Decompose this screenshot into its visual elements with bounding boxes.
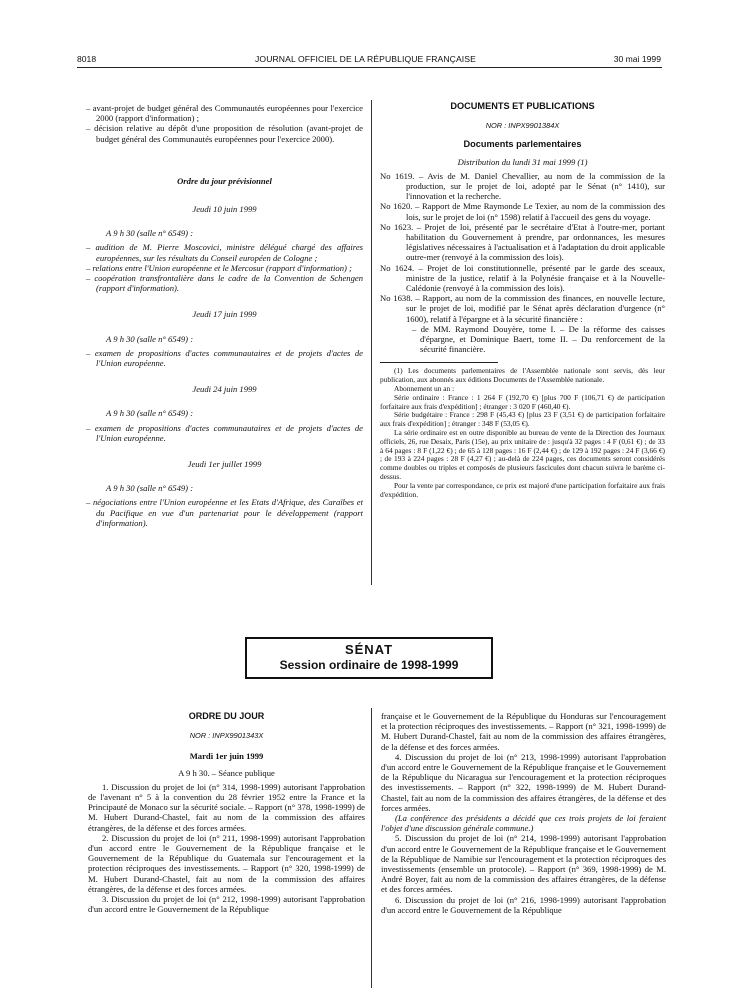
footnote: La série ordinaire est en outre disponible au bureau de vente de la Direction des Journaux officiels, 26, rue Desaix, Paris (15e), au prix unitaire de : jusqu'à 32 pages : 4 F (0,61 €) ; de 33 à 64 pages : 8 F (1,22 €) ; de 65 à 128 pages : 16 F (2,44 €) ; de 129 à 192 pages : 24 F (3,66 €) ; de 193 à 224 pages : 28 F (4,27 €) ; au-delà de 224 pages, ces documents seront considérés comme doubles ou triples et composés de plusieurs fascicules dont chacun suivra le barème ci-dessus. [380,428,665,482]
senat-title: SÉNAT [344,642,394,657]
page-number: 8018 [77,54,97,64]
session-time: A 9 h 30 (salle n° 6549) : [106,408,194,419]
ordre-du-jour-title: ORDRE DU JOUR [188,711,265,721]
agenda-item: 4. Discussion du projet de loi (n° 213, 1998-1999) autorisant l'approbation d'un accord entre le Gouvernement de la République française et le Gouvernement de la République du Nicaragua sur l'encouragement et la protection réciproques des investissements. – Rapport (n° 322, 1998-1999) de M. Hubert Durand-Chastel, fait au nom de la commission des affaires étrangères, de la défense et des forces armées. [381,751,666,813]
section-subtitle: Documents parlementaires [463,139,582,150]
document-entry: No 1623. – Projet de loi, présenté par le secrétaire d'Etat à l'outre-mer, portant habilitation du Gouvernement à prendre, par ordonnances, les mesures législatives nécessaires à l'actualisation et à l'adaptation du droit applicable outre-mer (renvoyé à la commission des lois). [380,221,665,263]
agenda-item-continuation: française et le Gouvernement de la République du Honduras sur l'encouragement et la protection réciproques des investissements. – Rapport (n° 321, 1998-1999) de M. Hubert Durand-Chastel, fait au nom de la commission des affaires étrangères, de la défense et des forces armées. [381,711,666,752]
column-separator [371,708,372,988]
journal-title: JOURNAL OFFICIEL DE LA RÉPUBLIQUE FRANÇAISE [255,54,476,64]
footnote: Abonnement un an : [394,384,455,394]
footnote: (1) Les documents parlementaires de l'Assemblée nationale sont servis, dès leur publication, aux abonnés aux éditions Documents de l'Assemblée nationale. [380,366,665,385]
session-date: Jeudi 10 juin 1999 [192,204,257,215]
document-entry: No 1624. – Projet de loi constitutionnelle, présenté par le garde des sceaux, ministre de la justice, relatif à la Polynésie française et à la Nouvelle-Calédonie (renvoyé à la commission des lois). [380,262,665,294]
senat-banner [245,637,493,679]
sitting-time: A 9 h 30. – Séance publique [178,767,275,778]
list-item: – examen de propositions d'actes communautaires et de projets d'actes de l'Union européenne. [86,347,363,369]
session-time: A 9 h 30 (salle n° 6549) : [106,228,194,239]
agenda-item: 2. Discussion du projet de loi (n° 211, 1998-1999) autorisant l'approbation d'un accord entre le Gouvernement de la République française et le Gouvernement de la République du Guatemala sur l'encouragement et la protection réciproques des investissements. – Rapport (n° 320, 1998-1999) de M. Hubert Durand-Chastel, fait au nom de la commission des affaires étrangères, de la défense et des forces armées. [88,832,365,894]
agenda-item: 1. Discussion du projet de loi (n° 314, 1998-1999) autorisant l'approbation de l'avenant n° 5 à la convention du 28 février 1952 entre la France et la Principauté de Monaco sur la sécurité sociale. – Rapport (n° 378, 1998-1999) de M. Hubert Durand-Chastel, fait au nom de la commission des affaires étrangères, de la défense et des forces armées. [88,781,365,833]
ordre-title: Ordre du jour prévisionnel [177,175,272,186]
list-item: – audition de M. Pierre Moscovici, ministre délégué chargé des affaires européennes, sur les résultats du Conseil européen de Cologne ; [86,242,363,263]
footnote: Série ordinaire : France : 1 264 F (192,70 €) [plus 700 F (106,71 €) de participation forfaitaire aux frais d'expédition] ; étranger : 3 020 F (460,40 €). [380,392,665,411]
session-title: Session ordinaire de 1998-1999 [279,658,459,672]
left-top-column [86,103,363,528]
session-date: Jeudi 24 juin 1999 [192,384,257,395]
nor-reference: NOR : INPX9901343X [189,731,264,741]
agenda-item: 6. Discussion du projet de loi (n° 216, 1998-1999) autorisant l'approbation d'un accord entre le Gouvernement de la République [381,894,666,915]
document-subentry: – de MM. Raymond Douyère, tome I. – De la réforme des caisses d'épargne, et Dominique Baert, tome II. – Du renforcement de la sécurité financière. [412,323,665,355]
agenda-item: 3. Discussion du projet de loi (n° 212, 1998-1999) autorisant l'approbation d'un accord entre le Gouvernement de la République [88,894,365,915]
agenda-note: (La conférence des présidents a décidé que ces trois projets de loi feraient l'objet d'une discussion générale commune.) [381,813,666,834]
agenda-item: 5. Discussion du projet de loi (n° 214, 1998-1999) autorisant l'approbation d'un accord entre le Gouvernement de la République française et le Gouvernement de la République de Namibie sur l'encouragement et la protection réciproques des investissements (ensemble un protocole). – Rapport (n° 369, 1998-1999) de M. André Boyer, fait au nom de la commission des affaires étrangères, de la défense et des forces armées. [381,833,666,895]
document-entry: No 1620. – Rapport de Mme Raymonde Le Texier, au nom de la commission des lois, sur le projet de loi (n° 1598) relatif à l'accueil des gens du voyage. [380,201,665,222]
document-entry: No 1619. – Avis de M. Daniel Chevallier, au nom de la commission de la production, sur le projet de loi, adopté par le Sénat (n° 1410), sur l'innovation et la recherche. [380,170,665,202]
header-rule [77,67,662,68]
right-top-column [380,101,665,499]
list-item: – négociations entre l'Union européenne et les Etats d'Afrique, des Caraïbes et du Pacifique en vue d'un partenariat pour le développement (rapport d'information). [86,497,363,528]
footnote: Pour la vente par correspondance, ce prix est majoré d'une participation forfaitaire aux frais d'expédition. [380,480,665,499]
distribution-date: Distribution du lundi 31 mai 1999 (1) [457,156,588,167]
session-date: Jeudi 17 juin 1999 [192,309,257,320]
list-item: – décision relative au dépôt d'une proposition de résolution (avant-projet de budget général des Communautés européennes pour l'exercice 2000). [86,123,363,144]
footnote: Série budgétaire : France : 298 F (45,43 €) [plus 23 F (3,51 €) de participation forfaitaire aux frais d'expédition] ; étranger : 348 F (53,05 €). [380,410,665,429]
session-time: A 9 h 30 (salle n° 6549) : [106,333,194,344]
column-separator [371,100,372,585]
nor-reference: NOR : INPX9901384X [485,121,560,131]
list-item: – relations entre l'Union européenne et le Mercosur (rapport d'information) ; [86,262,352,273]
sitting-date: Mardi 1er juin 1999 [189,751,264,762]
running-header [0,54,731,66]
list-item: – avant-projet de budget général des Communautés européennes pour l'exercice 2000 (rapport d'information) ; [86,103,363,124]
issue-date: 30 mai 1999 [613,54,661,64]
session-date: Jeudi 1er juillet 1999 [187,459,262,470]
bottom-left-column [88,711,365,914]
footnote-rule [380,362,498,363]
section-title: DOCUMENTS ET PUBLICATIONS [450,101,595,111]
session-time: A 9 h 30 (salle n° 6549) : [106,483,194,494]
bottom-right-column [381,711,666,915]
list-item: – examen de propositions d'actes communautaires et de projets d'actes de l'Union européenne. [86,422,363,443]
list-item: – coopération transfrontalière dans le cadre de la Convention de Schengen (rapport d'information). [86,273,363,294]
document-entry: No 1638. – Rapport, au nom de la commission des finances, en nouvelle lecture, sur le projet de loi, modifié par le Sénat après déclaration d'urgence (n° 1600), relatif à l'épargne et à la sécurité financière : [380,293,665,324]
